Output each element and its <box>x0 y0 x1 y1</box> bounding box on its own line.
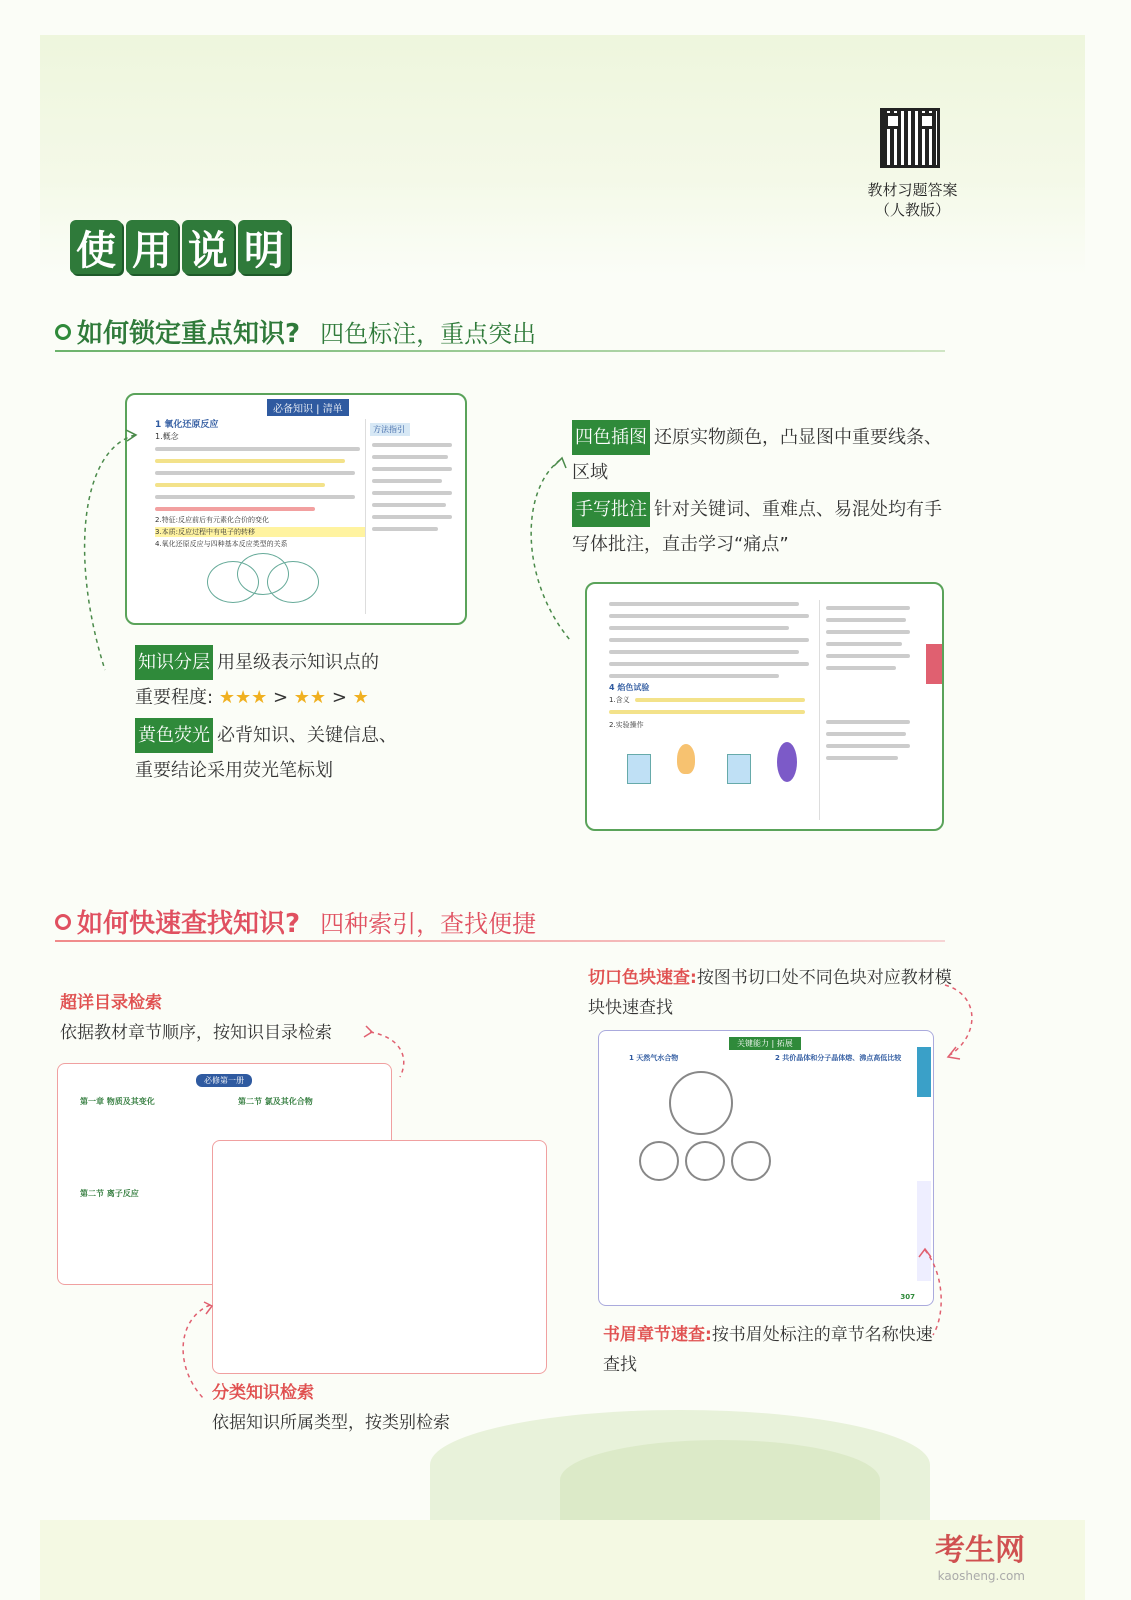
toc-right: 第二节 氯及其化合物 <box>238 1097 313 1106</box>
thumb1-line: 2.特征:反应前后有元素化合价的变化 <box>155 516 270 524</box>
sample-page-thumbnail-2 <box>585 582 944 831</box>
index-toc <box>60 988 390 1048</box>
text-line <box>826 720 910 724</box>
toc-book-label: 必修第一册 <box>196 1074 252 1087</box>
thumb1-side-label: 方法指引 <box>370 423 410 436</box>
feature-color-illustration <box>572 420 952 490</box>
greater-than: > <box>272 687 289 708</box>
dashed-arrow-cut <box>930 975 990 1065</box>
flame-test-illustration <box>617 734 807 794</box>
text-line <box>609 614 809 618</box>
bottom-banner-bg <box>40 1520 1085 1600</box>
text-line <box>372 515 452 519</box>
tag-yellow: 黄色荧光 <box>135 718 213 753</box>
text-line <box>826 630 910 634</box>
qr-caption-line1: 教材习题答案 <box>867 181 958 199</box>
text-line <box>826 756 898 760</box>
greater-than: > <box>331 687 347 708</box>
tag-color-illustration: 四色插图 <box>572 420 650 455</box>
feature-layer-text1: 用星级表示知识点的 <box>217 652 379 673</box>
highlight-line <box>155 459 345 463</box>
handwritten-note-line <box>155 507 315 511</box>
text-line <box>826 654 910 658</box>
expand-item2: 2 共价晶体和分子晶体熔、沸点高低比较 <box>775 1054 902 1062</box>
index-category <box>212 1378 512 1438</box>
side-header-tab <box>917 1047 931 1097</box>
section1-subtitle: 四色标注，重点突出 <box>320 320 537 348</box>
section1-header <box>55 313 536 350</box>
section2-question: 如何快速查找知识? <box>77 909 301 939</box>
text-line <box>826 606 910 610</box>
section2-divider <box>55 940 945 942</box>
text-line <box>826 618 906 622</box>
index-header-text: 按书眉处标注的章节名称快速查找 <box>603 1325 933 1375</box>
feature-hand-text: 针对关键词、重难点、易混处均有手写体批注，直击学习“痛点” <box>572 499 942 555</box>
sample-page-thumbnail-1 <box>125 393 467 625</box>
feature-handwriting <box>572 492 952 562</box>
text-line <box>609 638 809 642</box>
thumb2-line: 2.实验操作 <box>609 721 644 729</box>
watermark-en: kaosheng.com <box>937 1569 1025 1583</box>
text-line <box>372 443 452 447</box>
index-toc-title: 超详目录检索 <box>60 993 162 1013</box>
text-line <box>372 503 446 507</box>
tag-layer: 知识分层 <box>135 645 213 680</box>
molecule-illustration <box>639 1071 769 1191</box>
feature-layer <box>135 645 425 715</box>
feature-yellow-text1: 必背知识、关键信息、 <box>217 725 397 746</box>
stars-two-icon: ★★ <box>293 687 327 708</box>
text-line <box>826 666 896 670</box>
text-line <box>155 447 360 451</box>
stars-one-icon: ★ <box>352 687 369 708</box>
page-number: 307 <box>900 1293 915 1301</box>
toc-ch1: 第一章 物质及其变化 <box>80 1097 155 1106</box>
expand-page-thumbnail <box>598 1030 934 1306</box>
text-line <box>372 467 452 471</box>
text-line <box>609 674 779 678</box>
text-line <box>609 650 799 654</box>
thumb1-line: 3.本质:反应过程中有电子的转移 <box>155 527 365 537</box>
watermark-cn: 考生网 <box>935 1533 1025 1568</box>
text-line <box>826 642 902 646</box>
section1-divider <box>55 350 945 352</box>
feature-layer-text2: 重要程度: <box>135 687 214 708</box>
dashed-arrow-left <box>60 420 140 680</box>
index-toc-text: 依据教材章节顺序，按知识目录检索 <box>60 1023 332 1043</box>
venn-diagram <box>207 553 317 613</box>
text-line <box>372 491 452 495</box>
dashed-arrow-header <box>915 1245 955 1345</box>
section-bullet-icon <box>55 324 71 340</box>
index-cut-title: 切口色块速查: <box>588 968 697 988</box>
index-category-title: 分类知识检索 <box>212 1383 314 1403</box>
title-char: 明 <box>238 220 290 274</box>
section-bullet-icon <box>55 914 71 930</box>
stars-three-icon: ★★★ <box>218 687 268 708</box>
page-title <box>70 220 290 274</box>
dashed-arrow-toc <box>360 1022 420 1082</box>
title-char: 使 <box>70 220 122 274</box>
highlight-line <box>155 483 325 487</box>
index-header <box>603 1320 948 1380</box>
feature-color-text: 还原实物颜色，凸显图中重要线条、区域 <box>572 427 942 483</box>
index-category-text: 依据知识所属类型，按类别检索 <box>212 1413 450 1433</box>
category-index-thumbnail <box>212 1140 547 1374</box>
thumb1-line: 1 氧化还原反应 <box>155 420 219 430</box>
toc-ch2: 第二节 离子反应 <box>80 1189 139 1198</box>
highlight-line <box>635 698 805 702</box>
tag-handwriting: 手写批注 <box>572 492 650 527</box>
section2-header <box>55 903 536 940</box>
edge-color-tab <box>926 644 942 684</box>
text-line <box>372 527 438 531</box>
text-line <box>609 662 809 666</box>
text-line <box>826 744 910 748</box>
section1-question: 如何锁定重点知识? <box>77 319 301 349</box>
index-cut <box>588 963 958 1023</box>
qr-caption <box>855 180 970 220</box>
thumb1-header: 必备知识 | 清单 <box>267 399 349 416</box>
highlight-line <box>609 710 805 714</box>
text-line <box>609 626 789 630</box>
text-line <box>155 495 355 499</box>
index-cut-text: 按图书切口处不同色块对应教材模块快速查找 <box>588 968 952 1018</box>
thumb1-sidebar <box>365 419 458 614</box>
feature-yellow-text2: 重要结论采用荧光笔标划 <box>135 760 333 781</box>
decorative-hill <box>560 1440 880 1520</box>
expand-item1: 1 天然气水合物 <box>629 1054 679 1062</box>
index-header-title: 书眉章节速查: <box>603 1325 712 1345</box>
title-char: 说 <box>182 220 234 274</box>
text-line <box>609 602 799 606</box>
feature-yellow <box>135 718 435 788</box>
text-line <box>372 455 448 459</box>
watermark-logo <box>935 1525 1025 1583</box>
thumb2-sidebar <box>819 600 920 820</box>
text-line <box>155 471 355 475</box>
thumb1-line: 1.概念 <box>155 432 179 441</box>
text-line <box>826 732 906 736</box>
qr-code[interactable] <box>880 108 940 168</box>
text-line <box>372 479 442 483</box>
thumb1-line: 4.氧化还原反应与四种基本反应类型的关系 <box>155 540 288 548</box>
expand-header: 关键能力 | 拓展 <box>729 1037 801 1050</box>
thumb2-line: 4 焰色试验 <box>609 683 650 692</box>
section2-subtitle: 四种索引，查找便捷 <box>320 910 537 938</box>
dashed-arrow-category <box>170 1300 220 1410</box>
thumb2-line: 1.含义 <box>609 696 630 704</box>
qr-caption-line2: （人教版） <box>874 201 950 219</box>
title-char: 用 <box>126 220 178 274</box>
